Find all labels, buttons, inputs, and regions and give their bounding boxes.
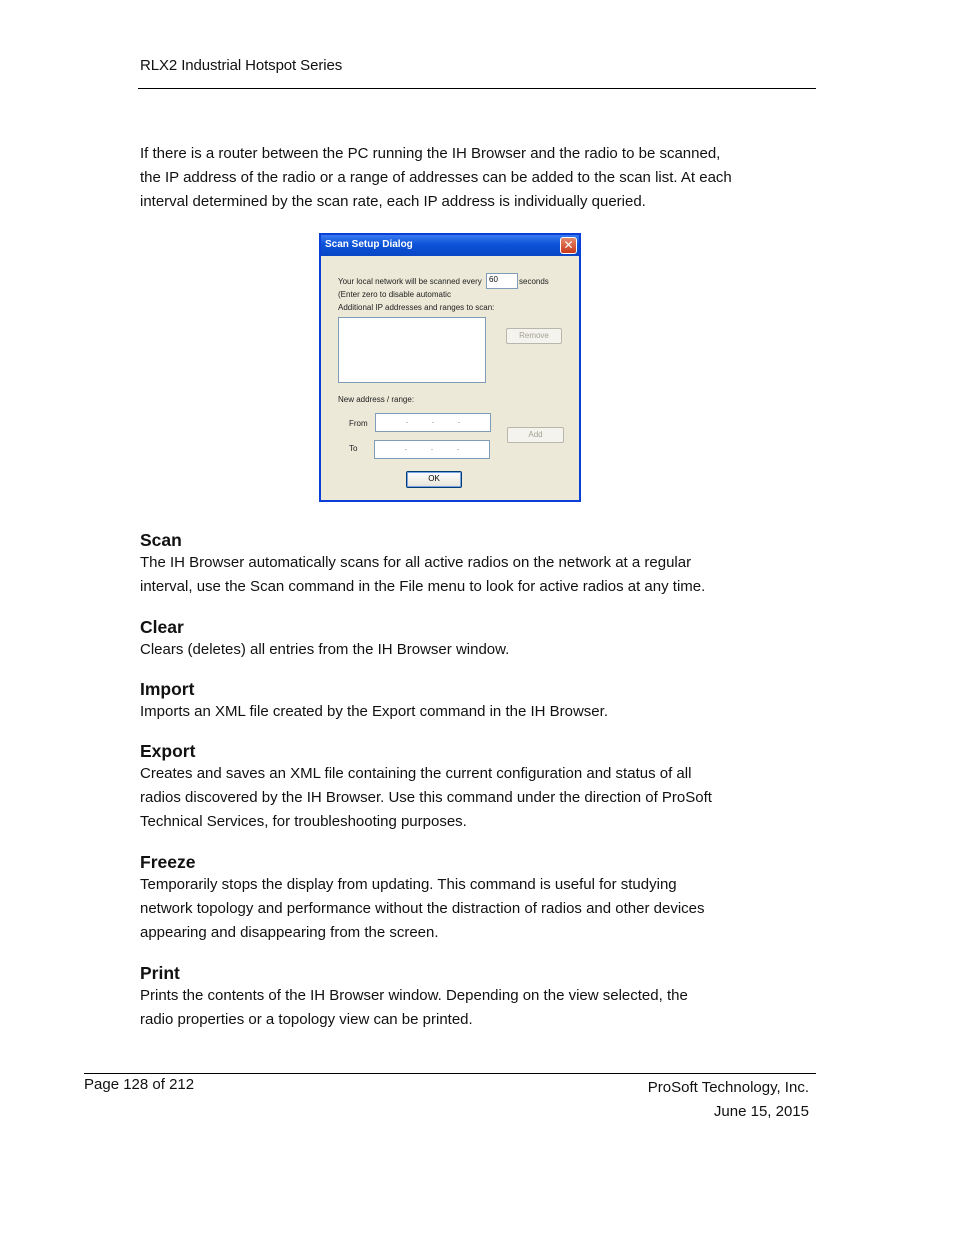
section-line: radio properties or a topology view can be printed. [140,1011,473,1028]
remove-button[interactable]: Remove [506,328,562,344]
section-freeze [140,851,780,945]
to-label: To [349,444,358,453]
section-line: Clears (deletes) all entries from the IH Browser window. [140,641,510,658]
from-label: From [349,419,368,428]
section-line: Technical Services, for troubleshooting purposes. [140,813,467,830]
section-line: network topology and performance without the distraction of radios and other devices [140,900,705,917]
section-heading: Export [140,741,196,761]
section-line: Creates and saves an XML file containing the current configuration and status of all [140,765,692,782]
scan-setup-dialog [319,233,581,502]
section-heading: Scan [140,530,182,550]
page-number: Page 128 of 212 [84,1076,195,1093]
scan-interval-value: 60 [489,275,498,284]
disable-hint: (Enter zero to disable automatic [338,290,451,299]
from-ip-dots: . . . [405,416,461,425]
new-range-label: New address / range: [338,395,415,404]
section-line: radios discovered by the IH Browser. Use this command under the direction of ProSoft [140,789,712,806]
add-button[interactable]: Add [507,427,564,443]
section-export [140,740,780,834]
header-divider [138,88,816,89]
section-import [140,678,780,724]
section-line: Prints the contents of the IH Browser window. Depending on the view selected, the [140,987,688,1004]
publish-date: June 15, 2015 [713,1103,809,1120]
section-line: appearing and disappearing from the screen. [140,924,439,941]
section-line: The IH Browser automatically scans for all active radios on the network at a regular [140,554,692,571]
seconds-label: seconds [519,277,549,286]
dialog-title: Scan Setup Dialog [325,239,413,250]
additional-ip-label: Additional IP addresses and ranges to scan: [338,303,495,312]
section-heading: Print [140,963,180,983]
section-scan [140,529,780,599]
dialog-titlebar [321,235,579,256]
intro-line: the IP address of the radio or a range of addresses can be added to the scan list. At each [140,169,732,186]
to-ip-input[interactable] [374,440,490,459]
footer-info [648,1076,809,1124]
scan-interval-input[interactable] [486,273,518,289]
section-print [140,962,780,1032]
footer-divider [84,1073,816,1074]
section-heading: Freeze [140,852,196,872]
section-heading: Import [140,679,195,699]
section-line: interval, use the Scan command in the File menu to look for active radios at any time. [140,578,706,595]
ok-button[interactable]: OK [406,471,462,488]
ip-range-list[interactable] [338,317,486,383]
scan-interval-label: Your local network will be scanned every [338,277,482,286]
section-line: Temporarily stops the display from updating. This command is useful for studying [140,876,677,893]
to-ip-dots: . . . [404,443,460,452]
company-name: ProSoft Technology, Inc. [647,1079,809,1096]
section-line: Imports an XML file created by the Export command in the IH Browser. [140,703,608,720]
section-heading: Clear [140,617,184,637]
section-clear [140,616,780,662]
close-icon[interactable]: ✕ [560,237,577,254]
intro-line: If there is a router between the PC running the IH Browser and the radio to be scanned, [140,145,721,162]
intro-paragraph [140,142,780,214]
header-title: RLX2 Industrial Hotspot Series [140,57,343,74]
intro-line: interval determined by the scan rate, each IP address is individually queried. [140,193,646,210]
from-ip-input[interactable] [375,413,491,432]
